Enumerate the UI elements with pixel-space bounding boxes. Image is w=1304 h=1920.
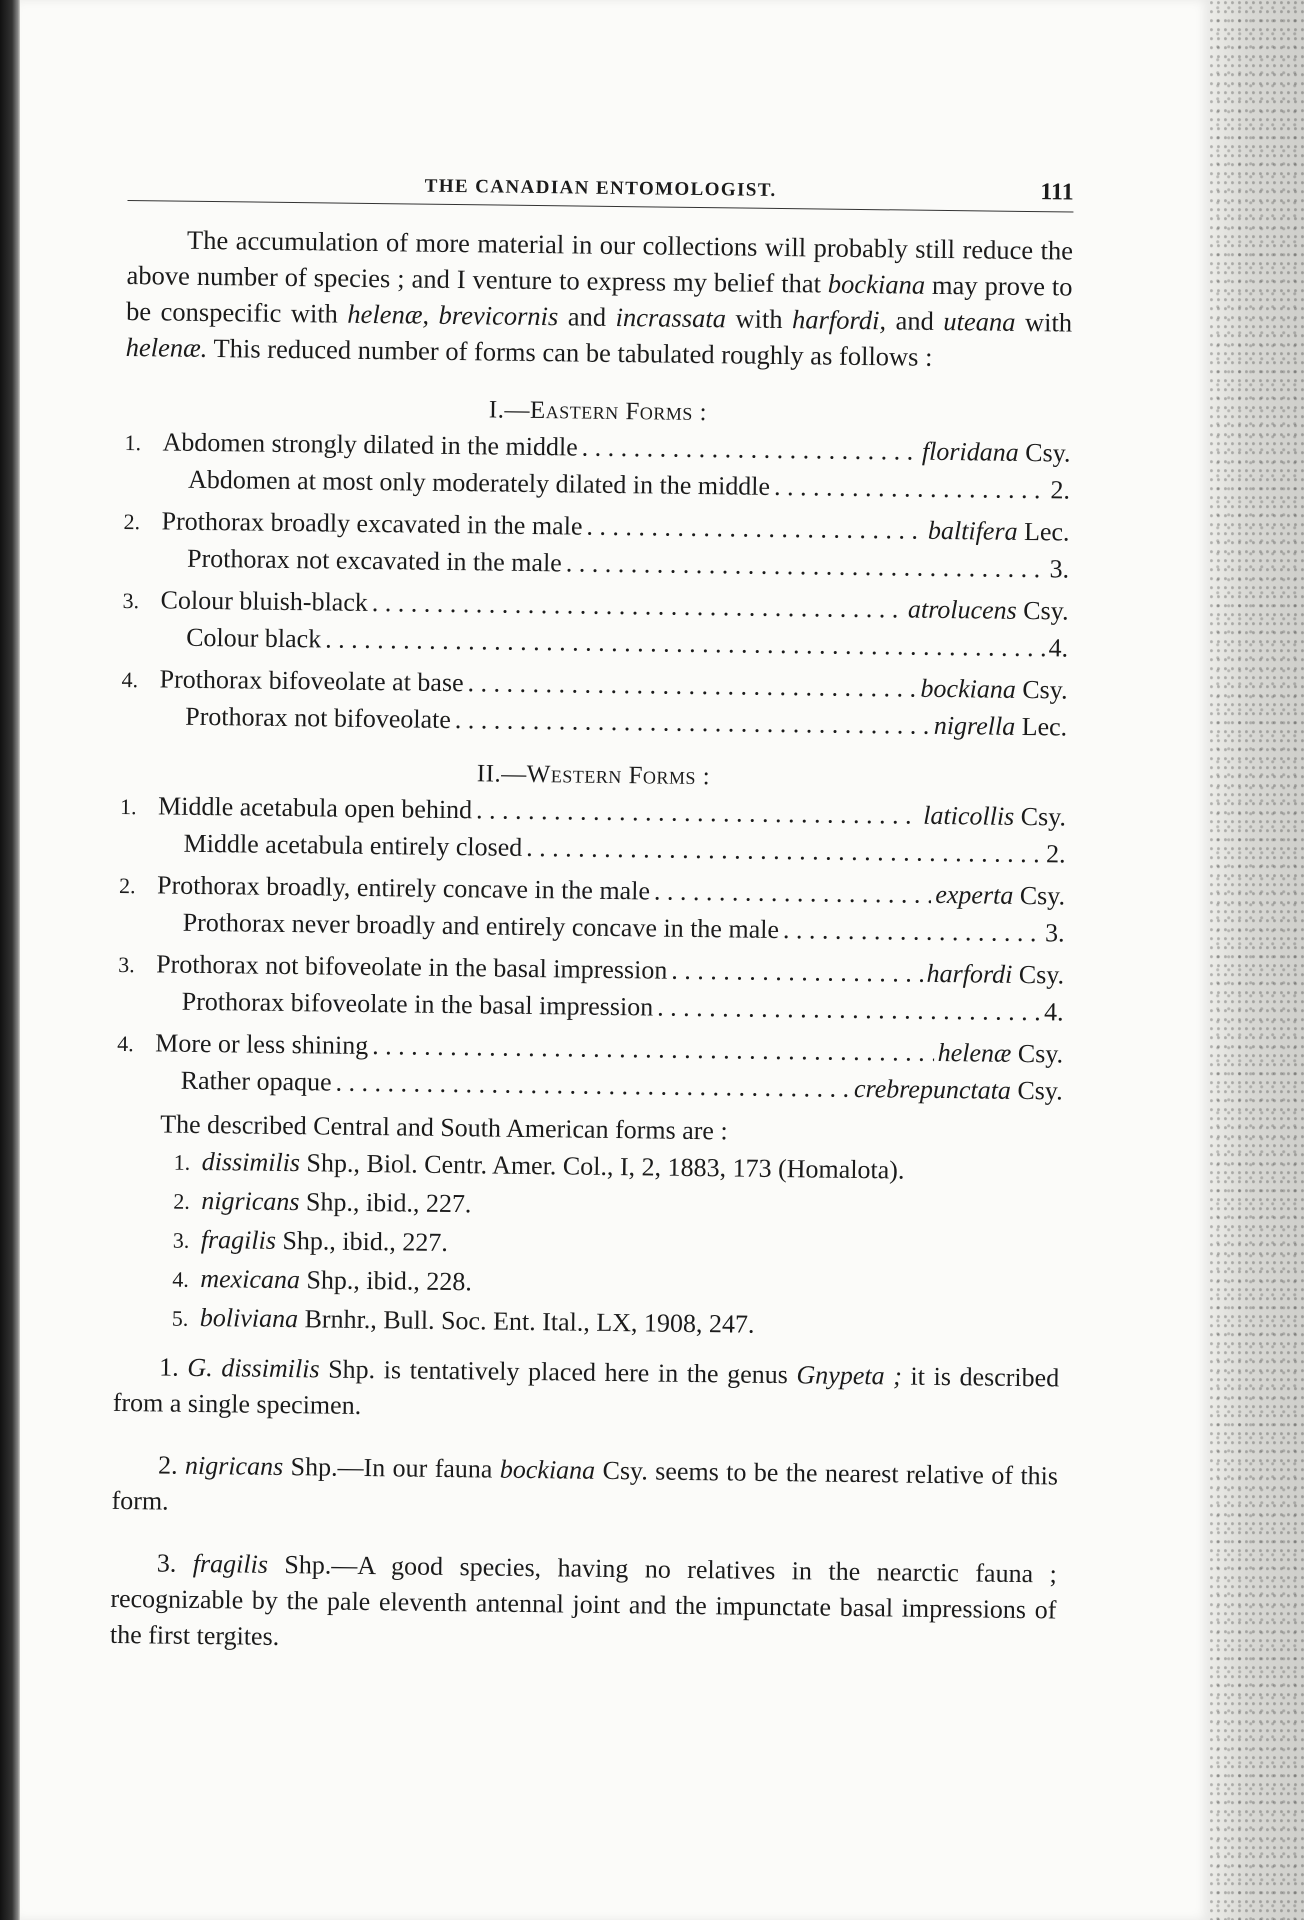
couplet-result [922, 433, 1071, 471]
species-name: crebrepunctata [853, 1073, 1012, 1105]
leader-dots [783, 912, 1042, 951]
couplet-result [854, 1070, 1063, 1109]
species-name: helenæ, brevicornis [347, 298, 559, 332]
leader-dots [654, 873, 932, 912]
leader-dots [335, 1064, 850, 1106]
couplet-result [928, 512, 1070, 550]
page-stack-edge [1210, 0, 1304, 1920]
species-name: fragilis [200, 1224, 277, 1255]
intro-text: and [885, 305, 944, 336]
couplet-result [935, 876, 1065, 914]
leader-dots [582, 429, 919, 469]
item-number: 3. [172, 1227, 190, 1253]
couplet-result [1046, 836, 1066, 872]
author-or-step: Csy. [1012, 959, 1065, 989]
western-forms-heading: II.—Western Forms : [476, 759, 711, 790]
reference: Shp., ibid., 227. [275, 1225, 449, 1257]
couplet-text: Rather opaque [180, 1065, 332, 1097]
eastern-forms-heading: I.—Eastern Forms : [488, 395, 708, 426]
species-name: nigrella [933, 710, 1016, 741]
couplet-text: Prothorax bifoveolate in the basal impression [181, 986, 654, 1021]
species-name: harfordi [926, 958, 1013, 989]
note-text: Csy. seems to be the nearest relative of this form. [111, 1455, 1059, 1516]
item-number: 5. [171, 1305, 189, 1331]
couplet-text: Abdomen strongly dilated in the middle [162, 426, 578, 462]
couplet-text: Prothorax not bifoveolate [185, 701, 452, 734]
author-or-step: 4. [1048, 632, 1069, 663]
item-number: 1. [173, 1149, 191, 1175]
couplet-text: Prothorax broadly, entirely concave in the male [156, 869, 651, 905]
couplet-number: 4. [117, 1030, 134, 1056]
leader-dots [467, 665, 916, 706]
couplet-number: 3. [118, 951, 135, 977]
species-name: G. dissimilis [187, 1352, 320, 1383]
couplet-text: Prothorax broadly excavated in the male [161, 505, 583, 541]
species-name: nigricans [201, 1185, 300, 1216]
species-name: helenæ. [125, 331, 208, 363]
author-or-step: Lec. [1015, 711, 1068, 742]
couplet-result [908, 591, 1069, 629]
author-or-step: 3. [1044, 917, 1065, 947]
species-name: helenæ [937, 1037, 1012, 1068]
american-forms-list [114, 1141, 1062, 1348]
species-name: atrolucens [907, 594, 1017, 625]
intro-paragraph [125, 221, 1073, 377]
note-text: Shp.—In our fauna [283, 1451, 501, 1484]
couplet-text: More or less shining [155, 1027, 369, 1060]
couplet-text: Colour bluish-black [160, 584, 369, 617]
author-or-step: Csy. [1015, 674, 1068, 705]
intro-text: may prove to be conspecific with [125, 269, 1073, 329]
reference: Shp., ibid., 228. [299, 1264, 473, 1296]
couplet-result [926, 955, 1064, 993]
note-number: 3. [156, 1547, 177, 1578]
couplet-number: 3. [122, 587, 140, 613]
couplet-text: Prothorax not excavated in the male [186, 543, 562, 577]
author-or-step: Csy. [1010, 1075, 1063, 1105]
couplet-text: Prothorax never broadly and entirely concave in the male [182, 907, 780, 944]
leader-dots [372, 585, 905, 627]
couplet-number: 1. [124, 429, 142, 455]
leader-dots [476, 792, 920, 833]
couplet-number: 2. [118, 872, 136, 898]
genus-name: Gnypeta ; [796, 1359, 903, 1391]
couplet-text: Prothorax not bifoveolate in the basal impression [156, 948, 668, 985]
couplet-text: Middle acetabula entirely closed [183, 828, 523, 862]
leader-dots [372, 1028, 934, 1071]
species-name: mexicana [200, 1263, 301, 1294]
note-number: 1. [159, 1351, 179, 1382]
species-name: laticollis [923, 800, 1015, 831]
species-name: floridana [921, 436, 1019, 467]
author-or-step: Csy. [1013, 880, 1066, 911]
couplet-number: 4. [121, 666, 139, 692]
author-or-step: 2. [1045, 838, 1066, 869]
species-name: experta [935, 879, 1014, 910]
note-text: Shp. is tentatively placed here in the genus [319, 1353, 797, 1389]
item-number: 4. [172, 1266, 189, 1292]
intro-text: and [558, 301, 616, 332]
couplet-text: Colour black [186, 622, 322, 653]
american-forms-intro: The described Central and South American forms are : [160, 1108, 728, 1145]
species-name: uteana [943, 305, 1016, 337]
binding-edge [0, 0, 20, 1920]
note-1 [113, 1348, 1060, 1432]
couplet-result [920, 670, 1068, 708]
couplet-result [1048, 630, 1068, 666]
couplet-number: 2. [123, 508, 141, 534]
couplet-result [1049, 551, 1069, 587]
eastern-key [121, 423, 1071, 745]
species-name: incrassata [615, 301, 727, 334]
couplet-text: Prothorax bifoveolate at base [159, 663, 464, 697]
reference: Brnhr., Bull. Soc. Ent. Ital., LX, 1908, 247. [297, 1303, 755, 1339]
couplet-result [923, 797, 1066, 835]
note-number: 2. [157, 1449, 178, 1480]
western-key [117, 787, 1067, 1109]
item-number: 2. [173, 1188, 190, 1214]
leader-dots [586, 508, 924, 548]
reference: Shp., Biol. Centr. Amer. Col., I, 2, 1883, 173 (Homalota). [299, 1147, 905, 1185]
leader-dots [657, 989, 1040, 1030]
species-name: fragilis [192, 1548, 269, 1579]
couplet-result [1045, 915, 1065, 951]
author-or-step: Csy. [1014, 801, 1067, 832]
species-name: bockiana [920, 673, 1017, 704]
author-or-step: 3. [1049, 553, 1070, 584]
author-or-step: 4. [1043, 996, 1064, 1026]
species-name: harfordi, [791, 304, 887, 336]
author-or-step: Csy. [1018, 437, 1071, 468]
couplet-result [937, 1034, 1063, 1072]
couplet-result [934, 707, 1068, 745]
intro-text: with [725, 303, 793, 335]
leader-dots [526, 829, 1042, 871]
note-2 [111, 1446, 1058, 1530]
species-name: bockiana [827, 268, 926, 300]
page-content [109, 160, 1073, 1690]
leader-dots [774, 468, 1047, 507]
species-name: bockiana [499, 1454, 596, 1485]
author-or-step: 2. [1050, 474, 1071, 505]
notes [110, 1348, 1060, 1664]
couplet-text: Middle acetabula open behind [157, 790, 473, 824]
leader-dots [566, 545, 1046, 587]
species-name: boliviana [199, 1302, 299, 1333]
note-text: Shp.—A good species, having no relatives in the nearctic fauna ; recognizable by the pale eleventh antennal joint and the impunctate basal impressions of the first tergites. [109, 1549, 1057, 1651]
couplet-result [1050, 472, 1070, 508]
couplet-text: Abdomen at most only moderately dilated in the middle [187, 464, 771, 501]
note-3 [110, 1544, 1057, 1664]
leader-dots [455, 702, 930, 744]
leader-dots [671, 952, 923, 991]
journal-title: THE CANADIAN ENTOMOLOGIST. [424, 175, 777, 201]
intro-text: This reduced number of forms can be tabulated roughly as follows : [207, 332, 933, 372]
species-name: nigricans [184, 1450, 284, 1481]
author-or-step: Csy. [1011, 1038, 1064, 1068]
couplet-number: 1. [119, 793, 137, 819]
species-name: dissimilis [201, 1146, 301, 1177]
couplet-result [1044, 994, 1064, 1030]
intro-text: with [1015, 306, 1073, 338]
page-number: 111 [1040, 179, 1074, 206]
species-name: baltifera [927, 515, 1018, 546]
intro-text: The accumulation of more material in our collections will probably still reduce the above number of species ; and I venture to express my belief that [126, 224, 1074, 299]
note-text: it is described from a single specimen. [112, 1361, 1060, 1420]
author-or-step: Csy. [1016, 595, 1069, 626]
author-or-step: Lec. [1017, 516, 1070, 547]
reference: Shp., ibid., 227. [299, 1186, 472, 1218]
